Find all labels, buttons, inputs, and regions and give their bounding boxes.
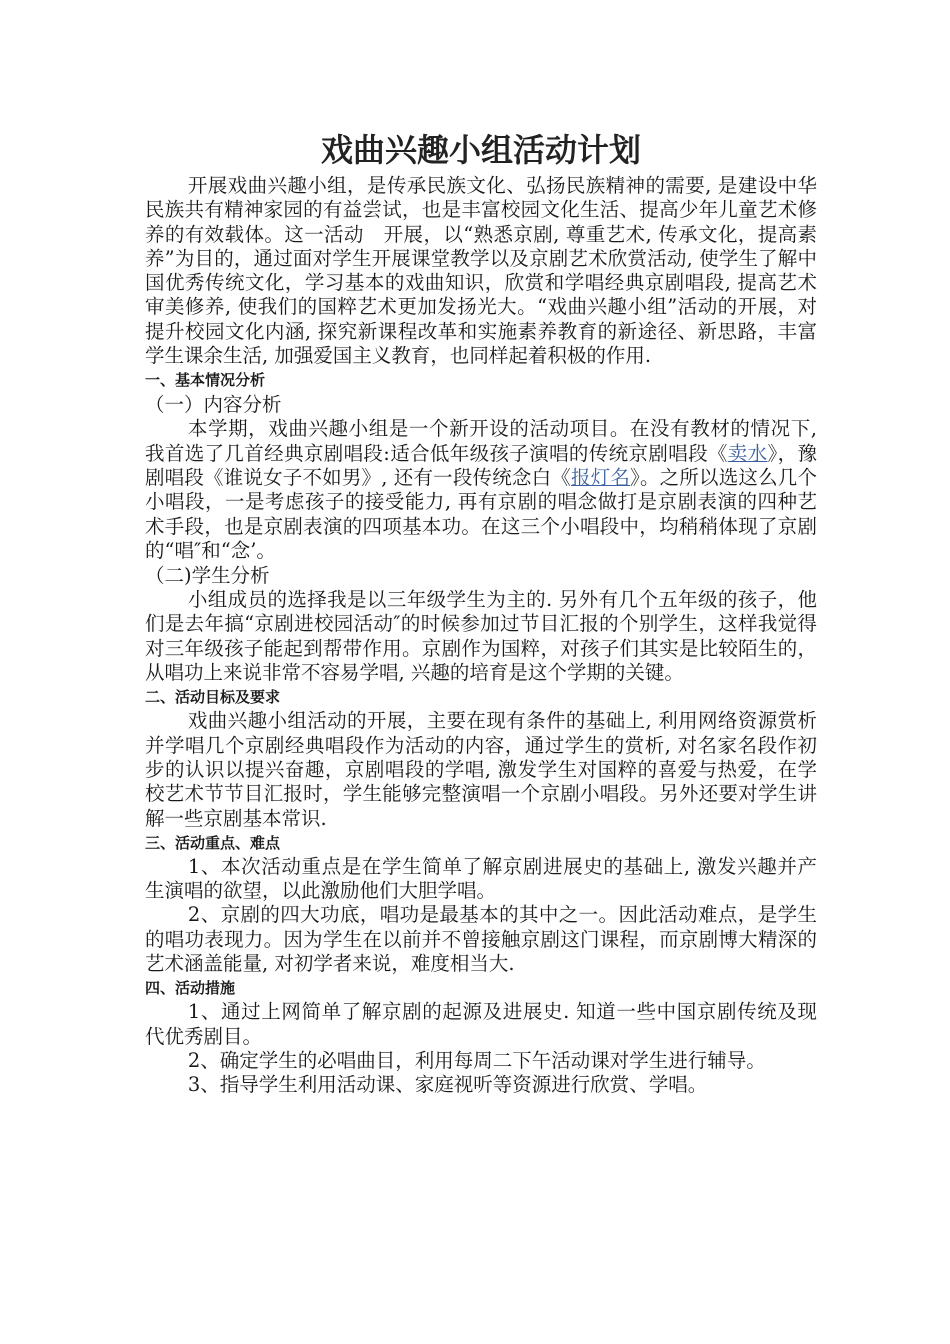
section-heading-2: 二、活动目标及要求 [145,688,281,707]
content-analysis-paragraph [145,417,817,563]
section-heading-4: 四、活动措施 [145,979,236,998]
measures-paragraph-1: 1、通过上网简单了解京剧的起源及进展史. 知道一些中国京剧传统及现代优秀剧目。 [145,1000,817,1048]
intro-paragraph: 开展戏曲兴趣小组，是传承民族文化、弘扬民族精神的需要, 是建设中华民族共有精神家园的有益尝试，也是丰富校园文化生活、提高少年儿童艺术修养的有效载体。这一活动 开展，以“熟悉京剧, 尊重艺术, 传承文化，提高素养”为目的，通过面对学生开展课堂教学以及京剧艺术欣赏活动, 使学生了解中国优秀传统文化，学习基本的戏曲知识，欣赏和学唱经典京剧唱段, 提高艺术审美修养, 使我们的国粹艺术更加发扬光大。“戏曲兴趣小组”活动的开展，对提升校园文化内涵, 探究新课程改革和实施素养教育的新途径、新思路，丰富学生课余生活, 加强爱国主义教育，也同样起着积极的作用. [145,174,817,368]
content-text-a: 本学期，戏曲兴趣小组是一个新开设的活动项目。在没有教材的情况下, 我首选了几首经典京剧唱段:适合低年级孩子演唱的传统京剧唱段《 [145,417,817,465]
document-page [145,128,817,1098]
link-baodengming[interactable]: 报灯名 [570,465,631,489]
subsection-title-students: （二)学生分析 [145,564,270,588]
goals-paragraph: 戏曲兴趣小组活动的开展，主要在现有条件的基础上, 利用网络资源赏析并学唱几个京剧经典唱段作为活动的内容，通过学生的赏析, 对名家名段作初步的认识以提兴奋趣，京剧唱段的学唱, 激发学生对国粹的喜爱与热爱，在学校艺术节节目汇报时，学生能够完整演唱一个京剧小唱段。另外还要对学生讲解一些京剧基本常识. [145,709,817,830]
link-maishui[interactable]: 卖水 [727,441,768,465]
section-heading-1: 一、基本情况分析 [145,371,266,390]
content-text-b: 》，豫剧唱段《谁说女子不如男》, 还有一段传统念白《 [145,441,817,489]
subsection-title-content: （一）内容分析 [145,393,282,417]
section-heading-3: 三、活动重点、难点 [145,833,281,852]
measures-paragraph-3: 3、指导学生利用活动课、家庭视听等资源进行欣赏、学唱。 [187,1073,708,1097]
focus-paragraph-1: 1、本次活动重点是在学生简单了解京剧进展史的基础上, 激发兴趣并产生演唱的欲望，以此激励他们大胆学唱。 [145,854,817,903]
measures-paragraph-2: 2、确定学生的必唱曲目，利用每周二下午活动课对学生进行辅导。 [187,1048,766,1072]
document-title: 戏曲兴趣小组活动计划 [320,131,641,169]
student-analysis-paragraph: 小组成员的选择我是以三年级学生为主的. 另外有几个五年级的孩子，他们是去年搞“京剧进校园活动″的时候参加过节目汇报的个别学生，这样我觉得对三年级孩子能起到帮带作用。京剧作为国粹，对孩子们其实是比较陌生的，从唱功上来说非常不容易学唱, 兴趣的培育是这个学期的关键。 [145,588,817,685]
focus-paragraph-2: 2、京剧的四大功底，唱功是最基本的其中之一。因此活动难点，是学生的唱功表现力。因为学生在以前并不曾接触京剧这门课程，而京剧博大精深的艺术涵盖能量, 对初学者来说，难度相当大. [145,903,817,976]
content-text-c: 》。之所以选这么几个小唱段，一是考虑孩子的接受能力, 再有京剧的唱念做打是京剧表演的四种艺术手段，也是京剧表演的四项基本功。在这三个小唱段中，均稍稍体现了京剧的“唱″和“念’。 [145,465,817,562]
